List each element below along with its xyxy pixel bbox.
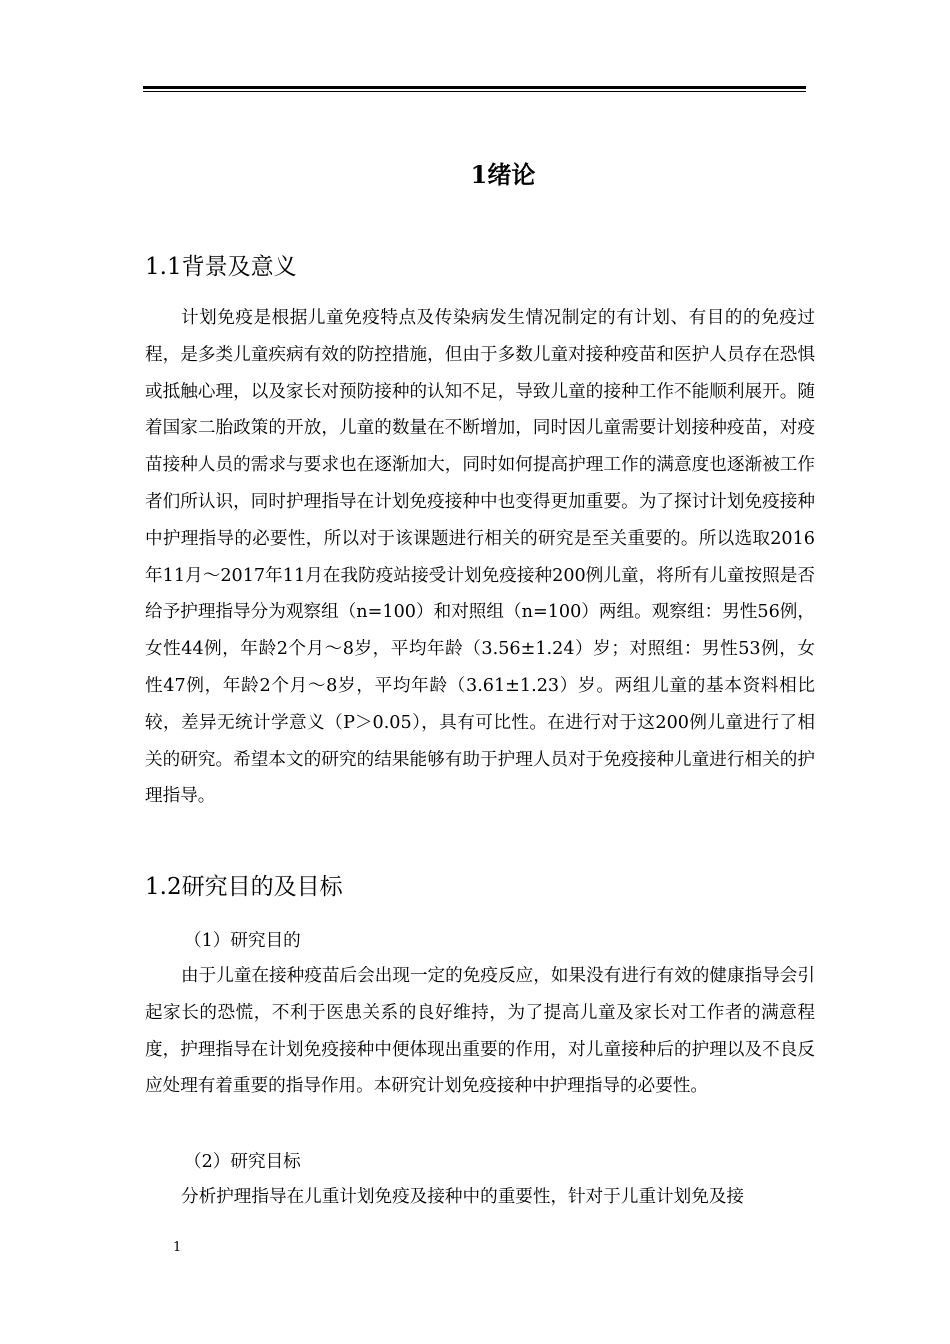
background-paragraph: 计划免疫是根据儿童免疫特点及传染病发生情况制定的有计划、有目的的免疫过程，是多类儿童疾病有效的防控措施，但由于多数儿童对接种疫苗和医护人员存在恐惧或抵触心理，以及家长对预防接种的认知不足，导致儿童的接种工作不能顺利展开。随着国家二胎政策的开放，儿童的数量在不断增加，同时因儿童需要计划接种疫苗，对疫苗接种人员的需求与要求也在逐渐加大，同时如何提高护理工作的满意度也逐渐被工作者们所认识，同时护理指导在计划免疫接种中也变得更加重要。为了探讨计划免疫接种中护理指导的必要性，所以对于该课题进行相关的研究是至关重要的。所以选取2016年11月～2017年11月在我防疫站接受计划免疫接种200例儿童，将所有儿童按照是否给予护理指导分为观察组（n=100）和对照组（n=100）两组。观察组：男性56例，女性44例，年龄2个月～8岁，平均年龄（3.56±1.24）岁；对照组：男性53例，女性47例，年龄2个月～8岁，平均年龄（3.61±1.23）岁。两组儿童的基本资料相比较，差异无统计学意义（P＞0.05），具有可比性。在进行对于这200例儿童进行了相关的研究。希望本文的研究的结果能够有助于护理人员对于免疫接种儿童进行相关的护理指导。 — [145, 308, 815, 807]
header-rule-thick — [143, 86, 806, 89]
research-goal-label: （2）研究目标 — [184, 1152, 301, 1172]
research-purpose-paragraph: 由于儿童在接种疫苗后会出现一定的免疫反应，如果没有进行有效的健康指导会引起家长的恐慌，不利于医患关系的良好维持，为了提高儿童及家长对工作者的满意程度，护理指导在计划免疫接种中便体现出重要的作用，对儿童接种后的护理以及不良反应处理有着重要的指导作用。本研究计划免疫接种中护理指导的必要性。 — [145, 966, 815, 1097]
section-heading-1-1: 1.1背景及意义 — [145, 254, 297, 280]
section-heading-1-2: 1.2研究目的及目标 — [145, 874, 343, 900]
research-purpose-label: （1）研究目的 — [184, 931, 301, 951]
page-number: 1 — [173, 1240, 182, 1255]
chapter-title: 1绪论 — [470, 160, 536, 189]
header-rule-thin — [143, 91, 806, 92]
research-goal-paragraph: 分析护理指导在儿重计划免疫及接种中的重要性，针对于儿重计划免及接 — [181, 1187, 745, 1207]
